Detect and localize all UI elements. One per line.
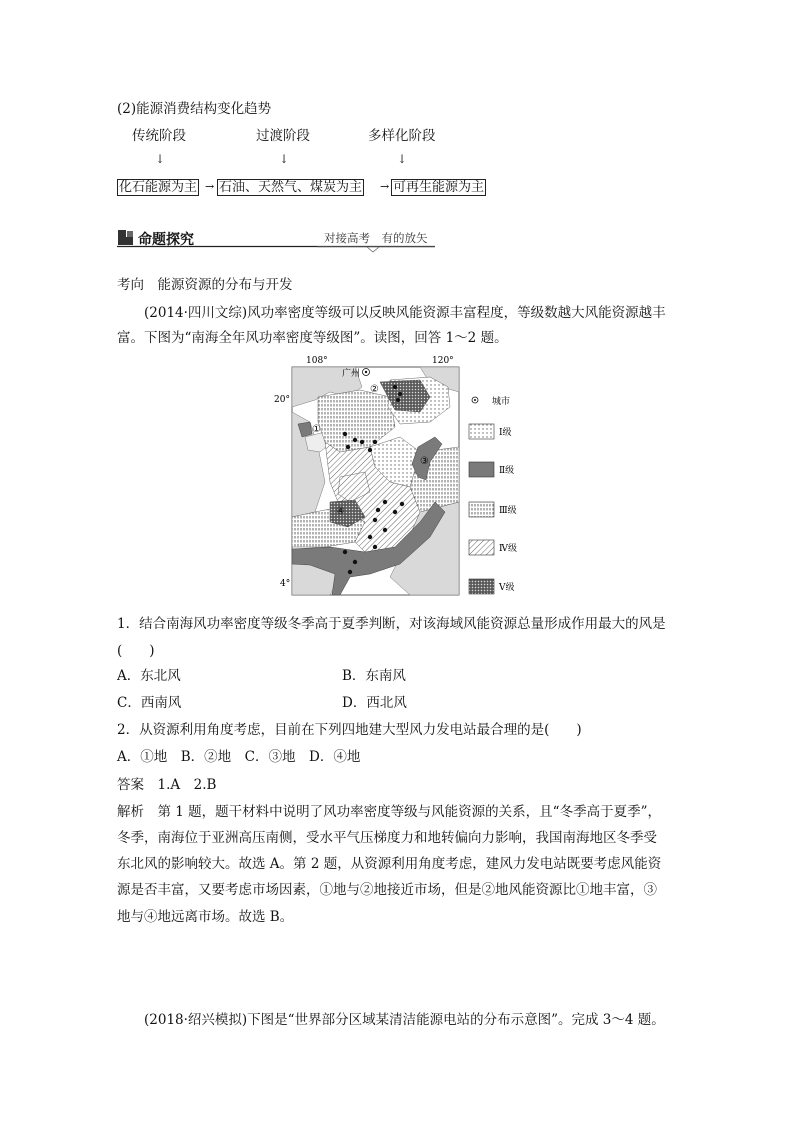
explanation-line: 东北风的影响较大。故选 A。第 2 题，从资源利用角度考虑，建风力发电站既要考虑风能资 <box>117 856 662 872</box>
q1-option-c: C．西南风 <box>117 695 182 711</box>
section-underline <box>117 245 435 255</box>
q2-options: A．①地 B．②地 C．③地 D．④地 <box>117 749 361 765</box>
explanation-line: 源是否丰富，又要考虑市场因素，①地与②地接近市场，但是②地风能资源比①地丰富，③ <box>117 882 657 898</box>
explanation-line: 地与④地远离市场。故选 B。 <box>117 909 294 925</box>
stage-traditional: 传统阶段 <box>132 128 186 144</box>
down-arrow-icon: ↓ <box>155 152 166 166</box>
lat-label: 20° <box>274 395 290 405</box>
down-arrow-icon: ↓ <box>397 152 408 166</box>
q1-option-d: D．西北风 <box>342 695 407 711</box>
explanation-line: 解析 第 1 题，题干材料中说明了风功率密度等级与风能资源的关系，且“冬季高于夏季”， <box>117 804 661 820</box>
section-subtitle: 对接高考 有的放矢 <box>324 231 428 245</box>
legend-level-5: Ⅴ级 <box>499 583 515 593</box>
site-label: ④ <box>336 506 345 517</box>
down-arrow-icon: ↓ <box>279 152 290 166</box>
topic-line: 考向 能源资源的分布与开发 <box>117 277 293 293</box>
section-title: 命题探究 <box>138 232 194 248</box>
intro-line-2: 富。下图为“南海全年风功率密度等级图”。读图，回答 1～2 题。 <box>117 330 508 346</box>
right-arrow-icon: → <box>205 180 215 193</box>
legend-level-3: Ⅲ级 <box>499 506 517 516</box>
site-label: ② <box>370 384 379 395</box>
flow-box-fossil: 化石能源为主 <box>119 180 198 195</box>
legend-city: 城市 <box>492 397 511 407</box>
section-marker-icon <box>118 230 133 245</box>
explanation-line: 冬季，南海位于亚洲高压南侧，受水平气压梯度力和地转偏向力影响，我国南海地区冬季受 <box>117 830 657 846</box>
lon-label: 108° <box>306 356 328 366</box>
q1-option-b: B．东南风 <box>342 668 406 684</box>
question-2: 2．从资源利用角度考虑，目前在下列四地建大型风力发电站最合理的是( ) <box>117 722 582 738</box>
section-heading: (2)能源消费结构变化趋势 <box>117 101 272 117</box>
intro-line-1: (2014·四川文综)风功率密度等级可以反映风能资源丰富程度，等级数越大风能资源越丰 <box>144 305 666 321</box>
question-1-bracket: ( ) <box>117 643 155 659</box>
next-problem-intro: (2018·绍兴模拟)下图是“世界部分区域某清洁能源电站的分布示意图”。完成 3～4 题。 <box>144 1012 665 1028</box>
flow-box-oil-gas-coal: 石油、天然气、煤炭为主 <box>219 180 363 195</box>
lat-label: 4° <box>280 579 291 589</box>
flow-box-renewable: 可再生能源为主 <box>393 180 485 195</box>
legend-level-4: Ⅳ级 <box>499 544 517 554</box>
question-1: 1．结合南海风功率密度等级冬季高于夏季判断，对该海域风能资源总量形成作用最大的风是 <box>117 616 666 632</box>
city-label: 广州 <box>342 369 361 379</box>
site-label: ① <box>312 424 321 435</box>
site-label: ③ <box>420 456 429 467</box>
q1-option-a: A．东北风 <box>117 668 181 684</box>
wind-power-density-map <box>270 352 532 602</box>
stage-transition: 过渡阶段 <box>256 128 310 144</box>
legend-level-2: Ⅱ级 <box>499 466 515 476</box>
lon-label: 120° <box>432 356 454 366</box>
legend-level-1: Ⅰ级 <box>499 428 512 438</box>
answer-line: 答案 1.A 2.B <box>117 777 217 793</box>
stage-diversified: 多样化阶段 <box>368 128 436 144</box>
right-arrow-icon: → <box>380 180 390 193</box>
